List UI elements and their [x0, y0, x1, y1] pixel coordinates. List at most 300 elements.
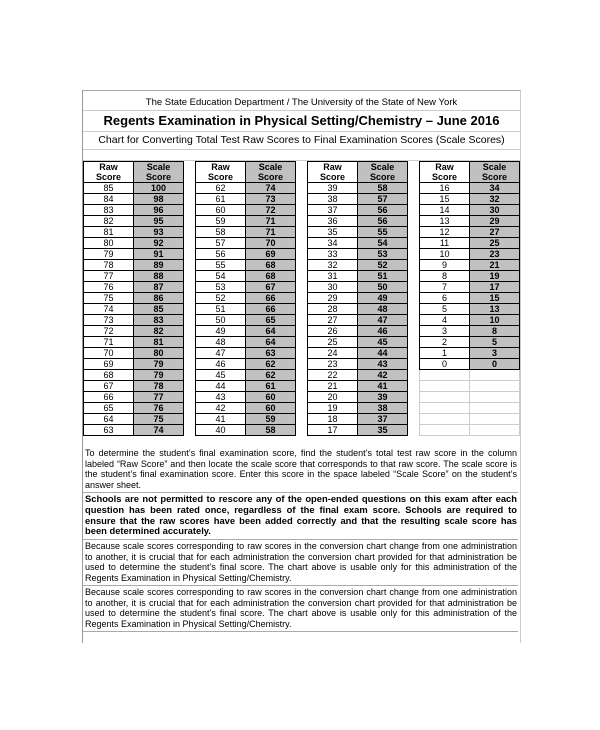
header-row — [308, 172, 408, 183]
table-row — [308, 348, 408, 359]
table-row — [420, 249, 520, 260]
raw-score: 78 — [84, 260, 134, 271]
scale-score: 39 — [358, 392, 408, 403]
table-row — [308, 403, 408, 414]
header-row — [420, 162, 520, 173]
table-row — [308, 337, 408, 348]
empty-cell — [420, 392, 470, 403]
raw-score: 37 — [308, 205, 358, 216]
table-row — [84, 403, 184, 414]
header-row — [196, 162, 296, 173]
raw-score: 23 — [308, 359, 358, 370]
scale-score-header: Scale — [134, 162, 184, 173]
scale-score: 51 — [358, 271, 408, 282]
raw-score: 48 — [196, 337, 246, 348]
raw-score: 22 — [308, 370, 358, 381]
scale-score: 55 — [358, 227, 408, 238]
raw-score: 44 — [196, 381, 246, 392]
table-row — [420, 293, 520, 304]
table-row — [196, 216, 296, 227]
table-row — [420, 348, 520, 359]
table-row — [420, 425, 520, 436]
raw-score: 77 — [84, 271, 134, 282]
scale-score: 37 — [358, 414, 408, 425]
table-row — [196, 348, 296, 359]
table-row — [196, 392, 296, 403]
instructions — [83, 447, 518, 632]
raw-score: 30 — [308, 282, 358, 293]
raw-score: 71 — [84, 337, 134, 348]
raw-score-header: Score — [308, 172, 358, 183]
table-row — [84, 216, 184, 227]
table-row — [420, 370, 520, 381]
table-row — [196, 315, 296, 326]
scale-score: 54 — [358, 238, 408, 249]
raw-score: 7 — [420, 282, 470, 293]
raw-score: 68 — [84, 370, 134, 381]
scale-score: 80 — [134, 348, 184, 359]
scale-score: 79 — [134, 370, 184, 381]
scale-score: 63 — [246, 348, 296, 359]
scale-score: 25 — [470, 238, 520, 249]
raw-score-header: Score — [420, 172, 470, 183]
empty-cell — [470, 392, 520, 403]
empty-cell — [470, 403, 520, 414]
table-row — [308, 392, 408, 403]
scale-score: 71 — [246, 227, 296, 238]
scale-score: 13 — [470, 304, 520, 315]
raw-score: 84 — [84, 194, 134, 205]
spacer-row — [83, 150, 520, 161]
header-row — [308, 162, 408, 173]
scale-score: 23 — [470, 249, 520, 260]
empty-cell — [470, 381, 520, 392]
scale-score: 5 — [470, 337, 520, 348]
table-row — [196, 337, 296, 348]
empty-cell — [420, 403, 470, 414]
scale-score-header: Score — [470, 172, 520, 183]
raw-score: 42 — [196, 403, 246, 414]
raw-score: 5 — [420, 304, 470, 315]
raw-score: 29 — [308, 293, 358, 304]
raw-score: 49 — [196, 326, 246, 337]
raw-score: 69 — [84, 359, 134, 370]
header-row — [84, 162, 184, 173]
scale-score-header: Scale — [470, 162, 520, 173]
raw-score: 54 — [196, 271, 246, 282]
scale-score: 58 — [358, 183, 408, 194]
scale-score: 27 — [470, 227, 520, 238]
table-row — [84, 414, 184, 425]
table-row — [84, 337, 184, 348]
table-row — [420, 414, 520, 425]
table-row — [308, 370, 408, 381]
table-row — [84, 293, 184, 304]
scale-score: 52 — [358, 260, 408, 271]
table-row — [84, 425, 184, 436]
scale-score: 64 — [246, 326, 296, 337]
header-row — [84, 172, 184, 183]
table-row — [196, 205, 296, 216]
raw-score: 64 — [84, 414, 134, 425]
scale-score: 35 — [358, 425, 408, 436]
table-row — [84, 359, 184, 370]
scale-score: 75 — [134, 414, 184, 425]
scale-score: 92 — [134, 238, 184, 249]
scale-score-header: Score — [358, 172, 408, 183]
raw-score: 39 — [308, 183, 358, 194]
raw-score: 28 — [308, 304, 358, 315]
raw-score: 17 — [308, 425, 358, 436]
scale-score: 47 — [358, 315, 408, 326]
scale-score: 78 — [134, 381, 184, 392]
table-row — [420, 315, 520, 326]
table-row — [420, 392, 520, 403]
raw-score: 12 — [420, 227, 470, 238]
scale-score: 98 — [134, 194, 184, 205]
table-row — [84, 227, 184, 238]
raw-score: 59 — [196, 216, 246, 227]
raw-score: 46 — [196, 359, 246, 370]
scale-score-header: Score — [246, 172, 296, 183]
table-row — [308, 216, 408, 227]
raw-score: 10 — [420, 249, 470, 260]
table-row — [196, 359, 296, 370]
raw-score: 32 — [308, 260, 358, 271]
table-row — [308, 425, 408, 436]
scale-score: 95 — [134, 216, 184, 227]
raw-score: 24 — [308, 348, 358, 359]
table-row — [84, 260, 184, 271]
raw-score: 57 — [196, 238, 246, 249]
raw-score: 47 — [196, 348, 246, 359]
table-row — [308, 414, 408, 425]
scale-score: 89 — [134, 260, 184, 271]
raw-score: 52 — [196, 293, 246, 304]
note-rescore-warning: Schools are not permitted to rescore any of the open-ended questions on this exam after each question has been rated once, regardless of the final exam score. Schools are required to ensure that the raw scores have been added correctly and that the resulting scale score has been determined accurately. — [83, 493, 518, 540]
table-row — [308, 381, 408, 392]
table-row — [420, 183, 520, 194]
table-row — [84, 205, 184, 216]
scale-score: 59 — [246, 414, 296, 425]
raw-score: 80 — [84, 238, 134, 249]
scale-score: 19 — [470, 271, 520, 282]
table-row — [308, 260, 408, 271]
scale-score: 42 — [358, 370, 408, 381]
scale-score: 74 — [134, 425, 184, 436]
score-table-1 — [83, 161, 184, 436]
raw-score: 66 — [84, 392, 134, 403]
table-row — [84, 194, 184, 205]
scale-score: 60 — [246, 392, 296, 403]
raw-score-header: Raw — [308, 162, 358, 173]
raw-score: 15 — [420, 194, 470, 205]
table-row — [420, 282, 520, 293]
page-title: Regents Examination in Physical Setting/Chemistry – June 2016 — [83, 111, 520, 132]
scale-score: 86 — [134, 293, 184, 304]
raw-score: 81 — [84, 227, 134, 238]
table-row — [308, 282, 408, 293]
table-row — [84, 282, 184, 293]
header-row — [196, 172, 296, 183]
raw-score: 20 — [308, 392, 358, 403]
scale-score: 15 — [470, 293, 520, 304]
raw-score: 8 — [420, 271, 470, 282]
table-row — [196, 249, 296, 260]
note-administration: Because scale scores corresponding to raw scores in the conversion chart change from one administration to another, it is crucial that for each administration the conversion chart provided for that administration be used to determine the student’s final score. The chart above is usable only for this administration of the Regents Examination in Physical Setting/Chemistry. — [83, 540, 518, 586]
scale-score: 96 — [134, 205, 184, 216]
raw-score: 56 — [196, 249, 246, 260]
table-row — [84, 370, 184, 381]
raw-score: 83 — [84, 205, 134, 216]
raw-score: 45 — [196, 370, 246, 381]
scale-score: 56 — [358, 205, 408, 216]
table-row — [308, 183, 408, 194]
conversion-chart-sheet — [82, 90, 521, 643]
table-row — [196, 304, 296, 315]
raw-score-header: Score — [84, 172, 134, 183]
scale-score: 45 — [358, 337, 408, 348]
scale-score: 43 — [358, 359, 408, 370]
scale-score: 0 — [470, 359, 520, 370]
raw-score: 82 — [84, 216, 134, 227]
scale-score: 53 — [358, 249, 408, 260]
raw-score: 62 — [196, 183, 246, 194]
scale-score: 21 — [470, 260, 520, 271]
scale-score: 87 — [134, 282, 184, 293]
raw-score: 3 — [420, 326, 470, 337]
scale-score: 88 — [134, 271, 184, 282]
empty-cell — [420, 425, 470, 436]
scale-score: 74 — [246, 183, 296, 194]
scale-score: 66 — [246, 304, 296, 315]
scale-score: 70 — [246, 238, 296, 249]
raw-score: 31 — [308, 271, 358, 282]
raw-score: 53 — [196, 282, 246, 293]
scale-score: 93 — [134, 227, 184, 238]
raw-score: 36 — [308, 216, 358, 227]
scale-score: 82 — [134, 326, 184, 337]
raw-score: 40 — [196, 425, 246, 436]
table-row — [308, 227, 408, 238]
scale-score: 10 — [470, 315, 520, 326]
table-row — [196, 238, 296, 249]
raw-score: 63 — [84, 425, 134, 436]
empty-cell — [470, 414, 520, 425]
scale-score: 91 — [134, 249, 184, 260]
raw-score: 4 — [420, 315, 470, 326]
table-row — [84, 381, 184, 392]
table-row — [420, 194, 520, 205]
scale-score: 77 — [134, 392, 184, 403]
scale-score: 64 — [246, 337, 296, 348]
table-row — [308, 205, 408, 216]
raw-score: 41 — [196, 414, 246, 425]
raw-score: 19 — [308, 403, 358, 414]
page-subtitle: Chart for Converting Total Test Raw Scores to Final Examination Scores (Scale Scores) — [83, 132, 520, 150]
empty-cell — [470, 425, 520, 436]
table-row — [420, 359, 520, 370]
table-row — [420, 216, 520, 227]
table-row — [308, 271, 408, 282]
scale-score: 67 — [246, 282, 296, 293]
scale-score: 8 — [470, 326, 520, 337]
raw-score: 76 — [84, 282, 134, 293]
department-line: The State Education Department / The University of the State of New York — [83, 96, 520, 111]
table-row — [308, 249, 408, 260]
raw-score: 26 — [308, 326, 358, 337]
scale-score: 68 — [246, 260, 296, 271]
table-row — [308, 293, 408, 304]
scale-score: 83 — [134, 315, 184, 326]
scale-score: 79 — [134, 359, 184, 370]
raw-score: 33 — [308, 249, 358, 260]
raw-score: 58 — [196, 227, 246, 238]
table-row — [196, 425, 296, 436]
raw-score-header: Raw — [420, 162, 470, 173]
table-row — [420, 304, 520, 315]
raw-score: 79 — [84, 249, 134, 260]
table-row — [308, 304, 408, 315]
raw-score: 35 — [308, 227, 358, 238]
table-row — [420, 238, 520, 249]
table-row — [196, 183, 296, 194]
table-row — [196, 194, 296, 205]
raw-score: 67 — [84, 381, 134, 392]
table-row — [420, 326, 520, 337]
scale-score: 34 — [470, 183, 520, 194]
table-row — [196, 381, 296, 392]
raw-score: 11 — [420, 238, 470, 249]
raw-score: 60 — [196, 205, 246, 216]
raw-score: 38 — [308, 194, 358, 205]
table-row — [196, 370, 296, 381]
raw-score: 27 — [308, 315, 358, 326]
scale-score: 58 — [246, 425, 296, 436]
scale-score: 50 — [358, 282, 408, 293]
raw-score: 16 — [420, 183, 470, 194]
scale-score: 61 — [246, 381, 296, 392]
empty-cell — [420, 381, 470, 392]
raw-score: 51 — [196, 304, 246, 315]
raw-score: 55 — [196, 260, 246, 271]
score-table-4 — [419, 161, 520, 436]
table-row — [84, 304, 184, 315]
scale-score: 100 — [134, 183, 184, 194]
scale-score: 81 — [134, 337, 184, 348]
raw-score: 1 — [420, 348, 470, 359]
scale-score-header: Scale — [246, 162, 296, 173]
table-row — [196, 414, 296, 425]
table-row — [420, 271, 520, 282]
scale-score: 85 — [134, 304, 184, 315]
table-row — [196, 260, 296, 271]
raw-score: 75 — [84, 293, 134, 304]
table-row — [308, 315, 408, 326]
scale-score: 68 — [246, 271, 296, 282]
raw-score: 25 — [308, 337, 358, 348]
table-row — [84, 183, 184, 194]
scale-score: 62 — [246, 359, 296, 370]
raw-score: 14 — [420, 205, 470, 216]
note-instructions: To determine the student’s final examination score, find the student’s total test raw score in the column labeled “Raw Score” and then locate the scale score that corresponds to that raw score. The scale score is the student’s final examination score. Enter this score in the space labeled “Scale Score” on the student’s answer sheet. — [83, 447, 518, 493]
score-table-2 — [195, 161, 296, 436]
raw-score-header: Raw — [196, 162, 246, 173]
scale-score: 49 — [358, 293, 408, 304]
scale-score: 38 — [358, 403, 408, 414]
scale-score: 44 — [358, 348, 408, 359]
raw-score: 85 — [84, 183, 134, 194]
scale-score: 56 — [358, 216, 408, 227]
table-row — [420, 337, 520, 348]
raw-score: 61 — [196, 194, 246, 205]
table-row — [420, 205, 520, 216]
table-row — [308, 194, 408, 205]
raw-score: 43 — [196, 392, 246, 403]
scale-score: 71 — [246, 216, 296, 227]
table-row — [84, 249, 184, 260]
score-table-3 — [307, 161, 408, 436]
table-row — [196, 282, 296, 293]
scale-score: 17 — [470, 282, 520, 293]
table-row — [84, 326, 184, 337]
raw-score: 34 — [308, 238, 358, 249]
raw-score-header: Raw — [84, 162, 134, 173]
raw-score: 13 — [420, 216, 470, 227]
empty-cell — [420, 370, 470, 381]
table-row — [420, 227, 520, 238]
raw-score: 9 — [420, 260, 470, 271]
empty-cell — [420, 414, 470, 425]
scale-score: 3 — [470, 348, 520, 359]
table-row — [196, 271, 296, 282]
scale-score: 57 — [358, 194, 408, 205]
raw-score: 73 — [84, 315, 134, 326]
table-row — [84, 348, 184, 359]
note-administration-repeat: Because scale scores corresponding to raw scores in the conversion chart change from one administration to another, it is crucial that for each administration the conversion chart provided for that administration be used to determine the student’s final score. The chart above is usable only for this administration of the Regents Examination in Physical Setting/Chemistry. — [83, 586, 518, 632]
scale-score: 69 — [246, 249, 296, 260]
table-row — [420, 381, 520, 392]
table-row — [308, 238, 408, 249]
scale-score: 48 — [358, 304, 408, 315]
raw-score: 18 — [308, 414, 358, 425]
raw-score: 21 — [308, 381, 358, 392]
raw-score: 70 — [84, 348, 134, 359]
raw-score: 6 — [420, 293, 470, 304]
raw-score: 74 — [84, 304, 134, 315]
raw-score: 0 — [420, 359, 470, 370]
scale-score: 62 — [246, 370, 296, 381]
scale-score: 66 — [246, 293, 296, 304]
scale-score: 32 — [470, 194, 520, 205]
table-row — [84, 271, 184, 282]
table-row — [308, 359, 408, 370]
table-row — [84, 238, 184, 249]
scale-score: 46 — [358, 326, 408, 337]
raw-score: 50 — [196, 315, 246, 326]
scale-score: 41 — [358, 381, 408, 392]
scale-score: 30 — [470, 205, 520, 216]
scale-score: 29 — [470, 216, 520, 227]
scale-score: 60 — [246, 403, 296, 414]
empty-cell — [470, 370, 520, 381]
table-row — [196, 293, 296, 304]
raw-score: 72 — [84, 326, 134, 337]
raw-score-header: Score — [196, 172, 246, 183]
scale-score-header: Score — [134, 172, 184, 183]
table-row — [196, 326, 296, 337]
scale-score: 72 — [246, 205, 296, 216]
